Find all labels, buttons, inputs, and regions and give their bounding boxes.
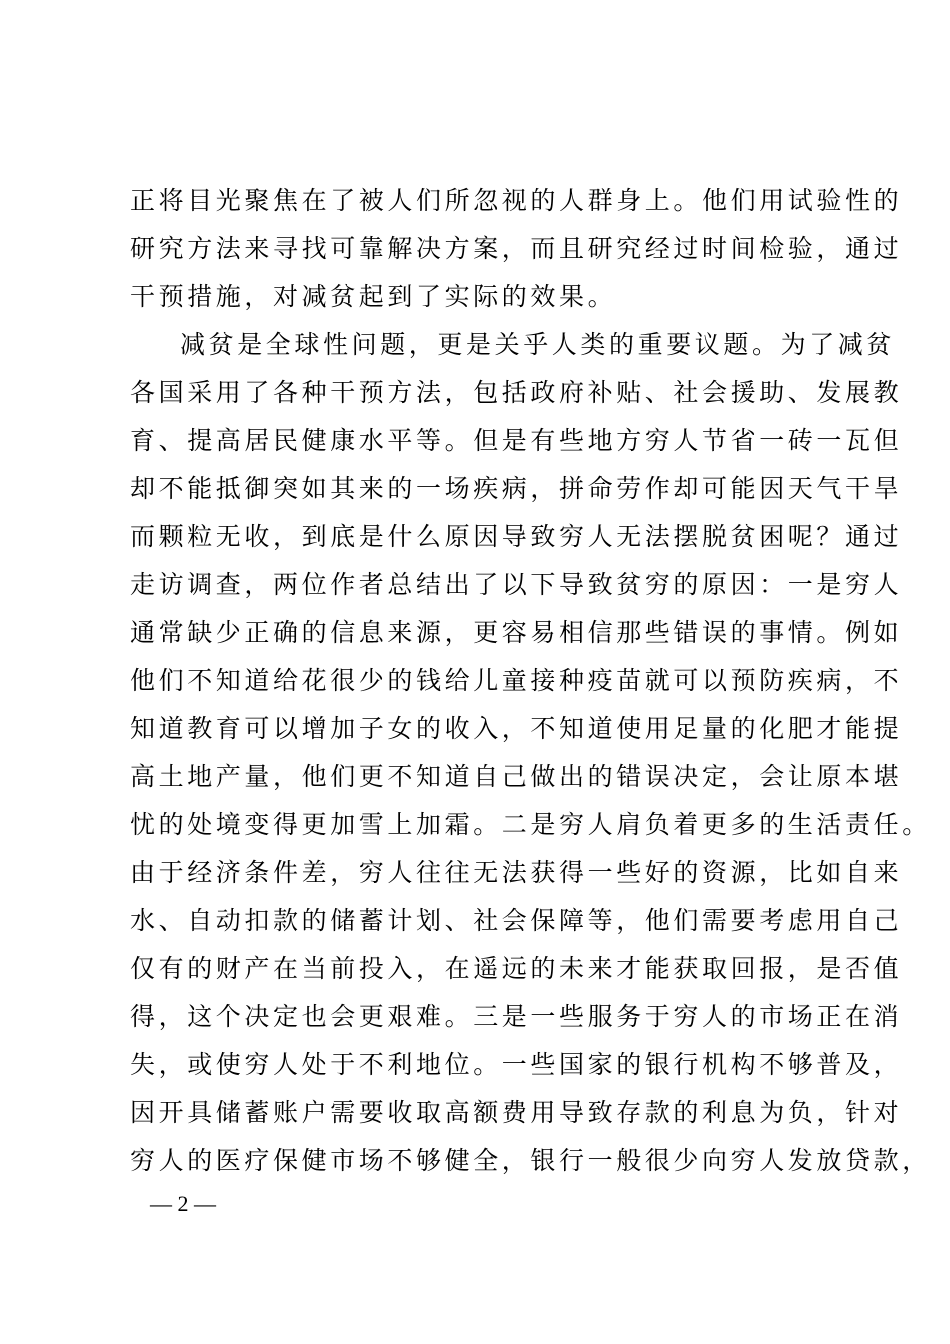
- paragraph-start-line: 减贫是全球性问题，更是关乎人类的重要议题。为了减贫: [180, 330, 896, 359]
- text-line: 干预措施，对减贫起到了实际的效果。: [130, 282, 617, 311]
- text-line: 高土地产量，他们更不知道自己做出的错误决定，会让原本堪: [130, 762, 903, 791]
- text-line: 研究方法来寻找可靠解决方案，而且研究经过时间检验，通过: [130, 234, 903, 263]
- text-line: 由于经济条件差，穷人往往无法获得一些好的资源，比如自来: [130, 858, 903, 887]
- text-line: 知道教育可以增加子女的收入，不知道使用足量的化肥才能提: [130, 714, 903, 743]
- text-line: 正将目光聚焦在了被人们所忽视的人群身上。他们用试验性的: [130, 186, 903, 215]
- text-line: 仅有的财产在当前投入，在遥远的未来才能获取回报，是否值: [130, 954, 903, 983]
- text-line: 各国采用了各种干预方法，包括政府补贴、社会援助、发展教: [130, 378, 903, 407]
- text-line: 得，这个决定也会更艰难。三是一些服务于穷人的市场正在消: [130, 1002, 903, 1031]
- text-line: 却不能抵御突如其来的一场疾病，拼命劳作却可能因天气干旱: [130, 474, 903, 503]
- text-line: 忧的处境变得更加雪上加霜。二是穷人肩负着更多的生活责任。: [130, 810, 931, 839]
- text-line: 穷人的医疗保健市场不够健全，银行一般很少向穷人发放贷款，: [130, 1146, 931, 1175]
- page-number: — 2 —: [150, 1191, 216, 1216]
- text-line: 走访调查，两位作者总结出了以下导致贫穷的原因：一是穷人: [130, 570, 903, 599]
- text-line: 通常缺少正确的信息来源，更容易相信那些错误的事情。例如: [130, 618, 903, 647]
- text-line: 失，或使穷人处于不利地位。一些国家的银行机构不够普及，: [130, 1050, 903, 1079]
- text-line: 育、提高居民健康水平等。但是有些地方穷人节省一砖一瓦但: [130, 426, 903, 455]
- text-line: 他们不知道给花很少的钱给儿童接种疫苗就可以预防疾病，不: [130, 666, 903, 695]
- text-line: 因开具储蓄账户需要收取高额费用导致存款的利息为负，针对: [130, 1098, 903, 1127]
- text-line: 水、自动扣款的储蓄计划、社会保障等，他们需要考虑用自己: [130, 906, 903, 935]
- text-line: 而颗粒无收，到底是什么原因导致穷人无法摆脱贫困呢？通过: [130, 522, 903, 551]
